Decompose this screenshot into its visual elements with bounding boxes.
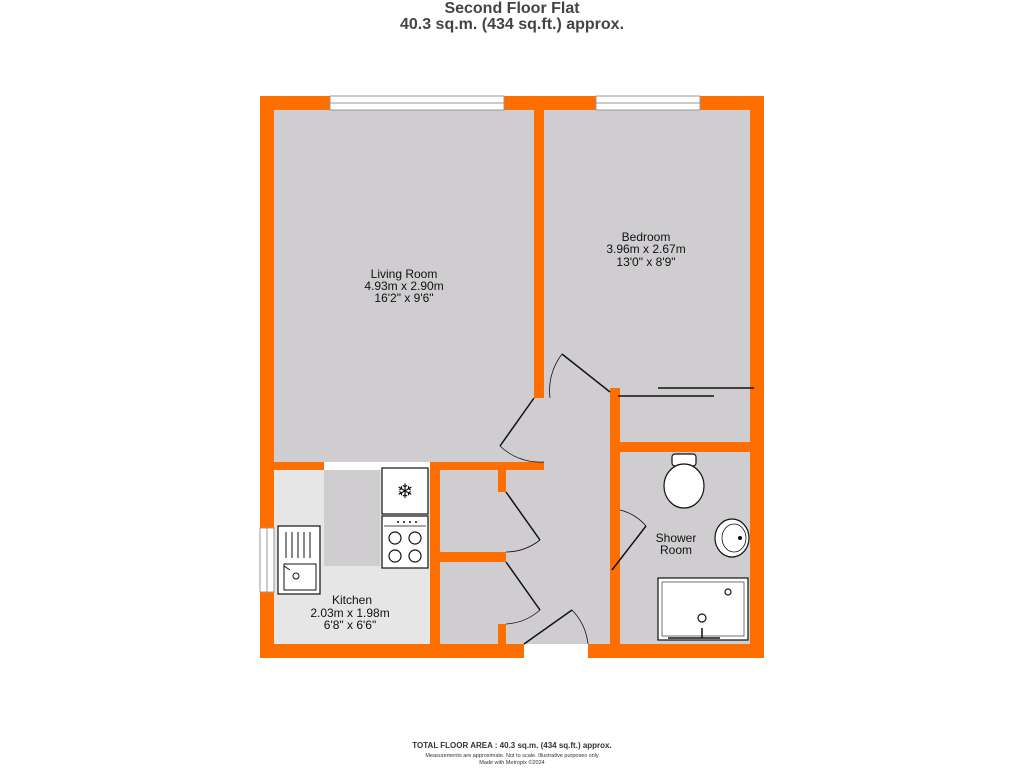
- sink-bowl: [284, 564, 316, 590]
- living-room-name: Living Room: [370, 267, 438, 281]
- total-floor-area: TOTAL FLOOR AREA : 40.3 sq.m. (434 sq.ft.) approx.: [412, 741, 612, 750]
- hob-knob: [397, 521, 399, 523]
- wall-bedroom-ensuite: [610, 388, 620, 644]
- bedroom-imperial: 13'0" x 8'9": [616, 255, 676, 269]
- wall-living-kitchen: [274, 462, 324, 470]
- wall-right: [750, 96, 764, 658]
- living-room-metric: 4.93m x 2.90m: [364, 279, 444, 293]
- wall-living-bedroom: [534, 110, 544, 398]
- kitchen-metric: 2.03m x 1.98m: [310, 606, 390, 620]
- wall-kitchen-right: [430, 462, 440, 644]
- shower-room-name-1: Shower: [655, 531, 697, 545]
- living-room-imperial: 16'2" x 9'6": [374, 291, 434, 305]
- wall-cupboard-stub2: [498, 624, 506, 644]
- footer-notes: [0, 753, 1024, 767]
- bedroom-name: Bedroom: [621, 230, 671, 244]
- wall-bottom-right: [588, 644, 764, 658]
- basin-tap: [738, 536, 742, 540]
- hall-upper-floor: [534, 390, 612, 462]
- shower-room-name-2: Room: [659, 543, 693, 557]
- floor-title: Second Floor Flat: [444, 0, 580, 17]
- wall-bedroom-shower: [610, 442, 750, 452]
- disclaimer: Measurements are approximate. Not to scale. Illustrative purposes only: [425, 753, 599, 759]
- entrance-gap: [524, 644, 588, 658]
- basin: [715, 519, 749, 557]
- hob: [382, 516, 428, 568]
- wall-kitchen-hall-top: [430, 462, 544, 470]
- floor-areas: [274, 110, 750, 644]
- credit: Made with Metropix ©2024: [479, 760, 545, 766]
- hob-knob: [415, 521, 417, 523]
- wall-cupboard-stub1: [498, 470, 506, 492]
- kitchen-imperial: 6'8" x 6'6": [323, 618, 377, 632]
- bedroom-metric: 3.96m x 2.67m: [606, 242, 686, 256]
- hob-knob: [403, 521, 405, 523]
- hob-knob: [409, 521, 411, 523]
- kitchen-counter: [324, 470, 380, 566]
- toilet-bowl: [664, 464, 704, 508]
- shower-tray: [658, 578, 748, 640]
- kitchen-name: Kitchen: [331, 593, 373, 607]
- snowflake-icon: ❄: [396, 479, 414, 503]
- wall-bottom-left: [260, 644, 524, 658]
- wall-cupboard-upper: [440, 552, 506, 562]
- bedroom-lower-floor: [620, 390, 750, 442]
- floor-area: 40.3 sq.m. (434 sq.ft.) approx.: [399, 16, 625, 33]
